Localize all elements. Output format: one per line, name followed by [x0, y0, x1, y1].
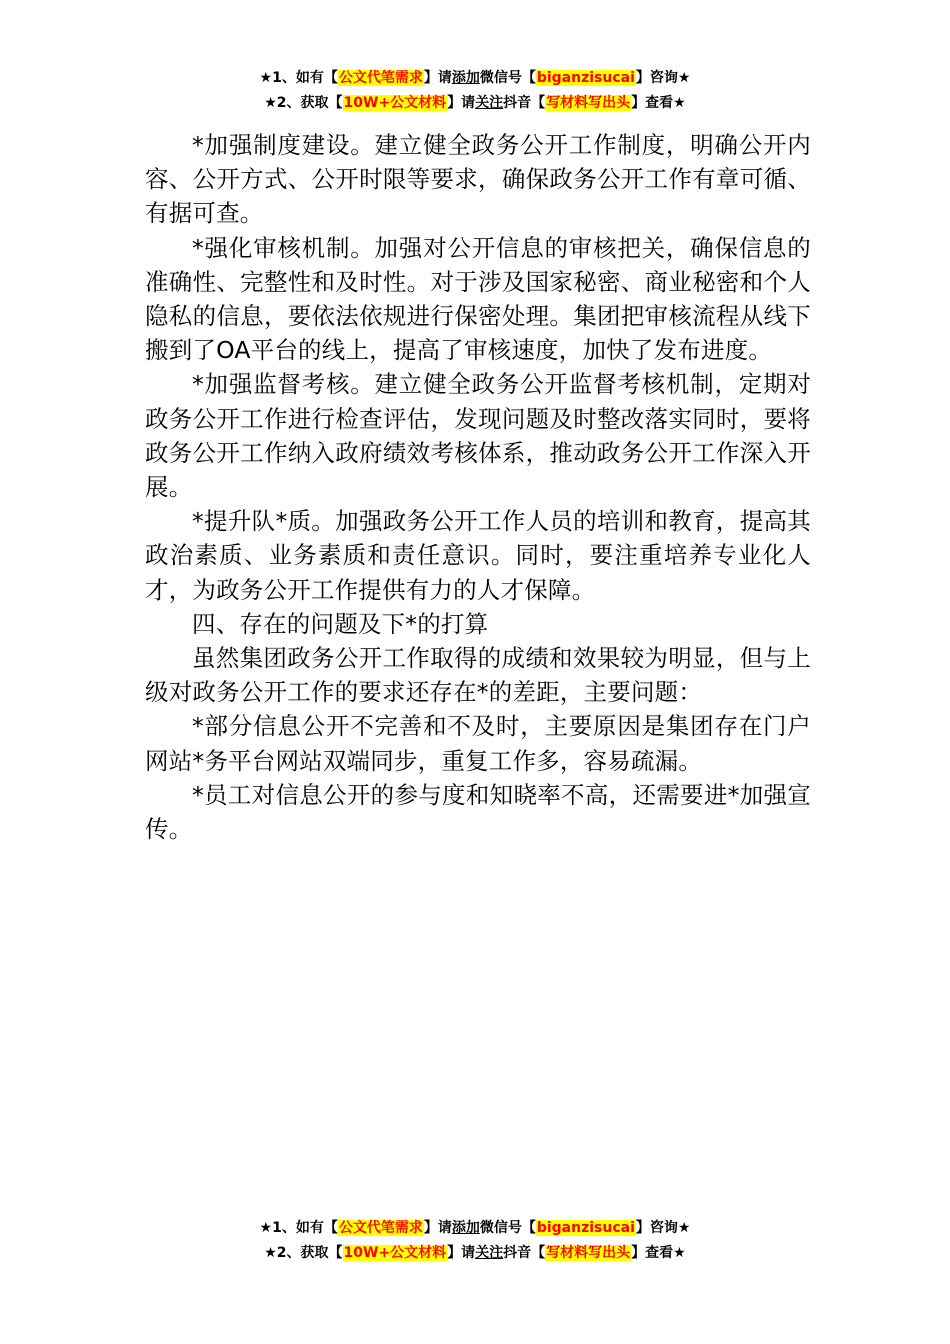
- banner-text: 抖音【: [503, 95, 546, 111]
- highlight-service: 公文代笔需求: [338, 70, 423, 86]
- header-line-2: [0, 91, 950, 116]
- banner-text: 】请: [447, 95, 476, 111]
- highlight-wechat-id: biganzisucai: [536, 1220, 635, 1236]
- header-line-1: [0, 66, 950, 91]
- banner-text: 微信号【: [479, 70, 536, 86]
- footer-line-2: [0, 1241, 950, 1266]
- underlined-text: 关注: [475, 95, 504, 111]
- banner-text: 】查看★: [631, 95, 686, 111]
- banner-text: 微信号【: [479, 1220, 536, 1236]
- banner-text: 】请: [423, 70, 452, 86]
- highlight-materials: 10W+公文材料: [343, 95, 447, 111]
- highlight-douyin-account: 写材料写出头: [546, 1245, 631, 1261]
- banner-text: 】查看★: [631, 1245, 686, 1261]
- banner-text: 抖音【: [503, 1245, 546, 1261]
- footer-line-1: [0, 1216, 950, 1241]
- header-banner: [0, 66, 950, 116]
- highlight-wechat-id: biganzisucai: [536, 70, 635, 86]
- paragraph: *员工对信息公开的参与度和知晓率不高，还需要进*加强宣传。: [145, 780, 811, 844]
- banner-text: 】咨询★: [635, 70, 691, 86]
- banner-text: 】请: [447, 1245, 476, 1261]
- banner-text: 】请: [423, 1220, 452, 1236]
- paragraph: *强化审核机制。加强对公开信息的审核把关，确保信息的准确性、完整性和及时性。对于涉及国家秘密、商业秘密和个人隐私的信息，要依法依规进行保密处理。集团把审核流程从线下搬到了OA平台的线上，提高了审核速度，加快了发布进度。: [145, 233, 811, 365]
- paragraph: *提升队*质。加强政务公开工作人员的培训和教育，提高其政治素质、业务素质和责任意识。同时，要注重培养专业化人才，为政务公开工作提供有力的人才保障。: [145, 507, 811, 604]
- banner-text: ★1、如有【: [259, 70, 338, 86]
- paragraph: *加强监督考核。建立健全政务公开监督考核机制，定期对政务公开工作进行检查评估，发现问题及时整改落实同时，要将政务公开工作纳入政府绩效考核体系，推动政务公开工作深入开展。: [145, 370, 811, 502]
- banner-text: ★2、获取【: [264, 95, 343, 111]
- highlight-materials: 10W+公文材料: [343, 1245, 447, 1261]
- underlined-text: 添加: [451, 1220, 480, 1236]
- banner-text: ★1、如有【: [259, 1220, 338, 1236]
- highlight-service: 公文代笔需求: [338, 1220, 423, 1236]
- document-body: [145, 128, 811, 846]
- footer-banner: [0, 1216, 950, 1266]
- section-heading: 四、存在的问题及下*的打算: [192, 609, 489, 638]
- highlight-douyin-account: 写材料写出头: [546, 95, 631, 111]
- banner-text: 】咨询★: [635, 1220, 691, 1236]
- paragraph: 虽然集团政务公开工作取得的成绩和效果较为明显，但与上级对政务公开工作的要求还存在*的差距，主要问题：: [145, 644, 811, 707]
- underlined-text: 添加: [451, 70, 480, 86]
- underlined-text: 关注: [475, 1245, 504, 1261]
- paragraph: *部分信息公开不完善和不及时，主要原因是集团存在门户网站*务平台网站双端同步，重复工作多，容易疏漏。: [145, 712, 811, 775]
- paragraph: *加强制度建设。建立健全政务公开工作制度，明确公开内容、公开方式、公开时限等要求，确保政务公开工作有章可循、有据可查。: [145, 131, 811, 228]
- banner-text: ★2、获取【: [264, 1245, 343, 1261]
